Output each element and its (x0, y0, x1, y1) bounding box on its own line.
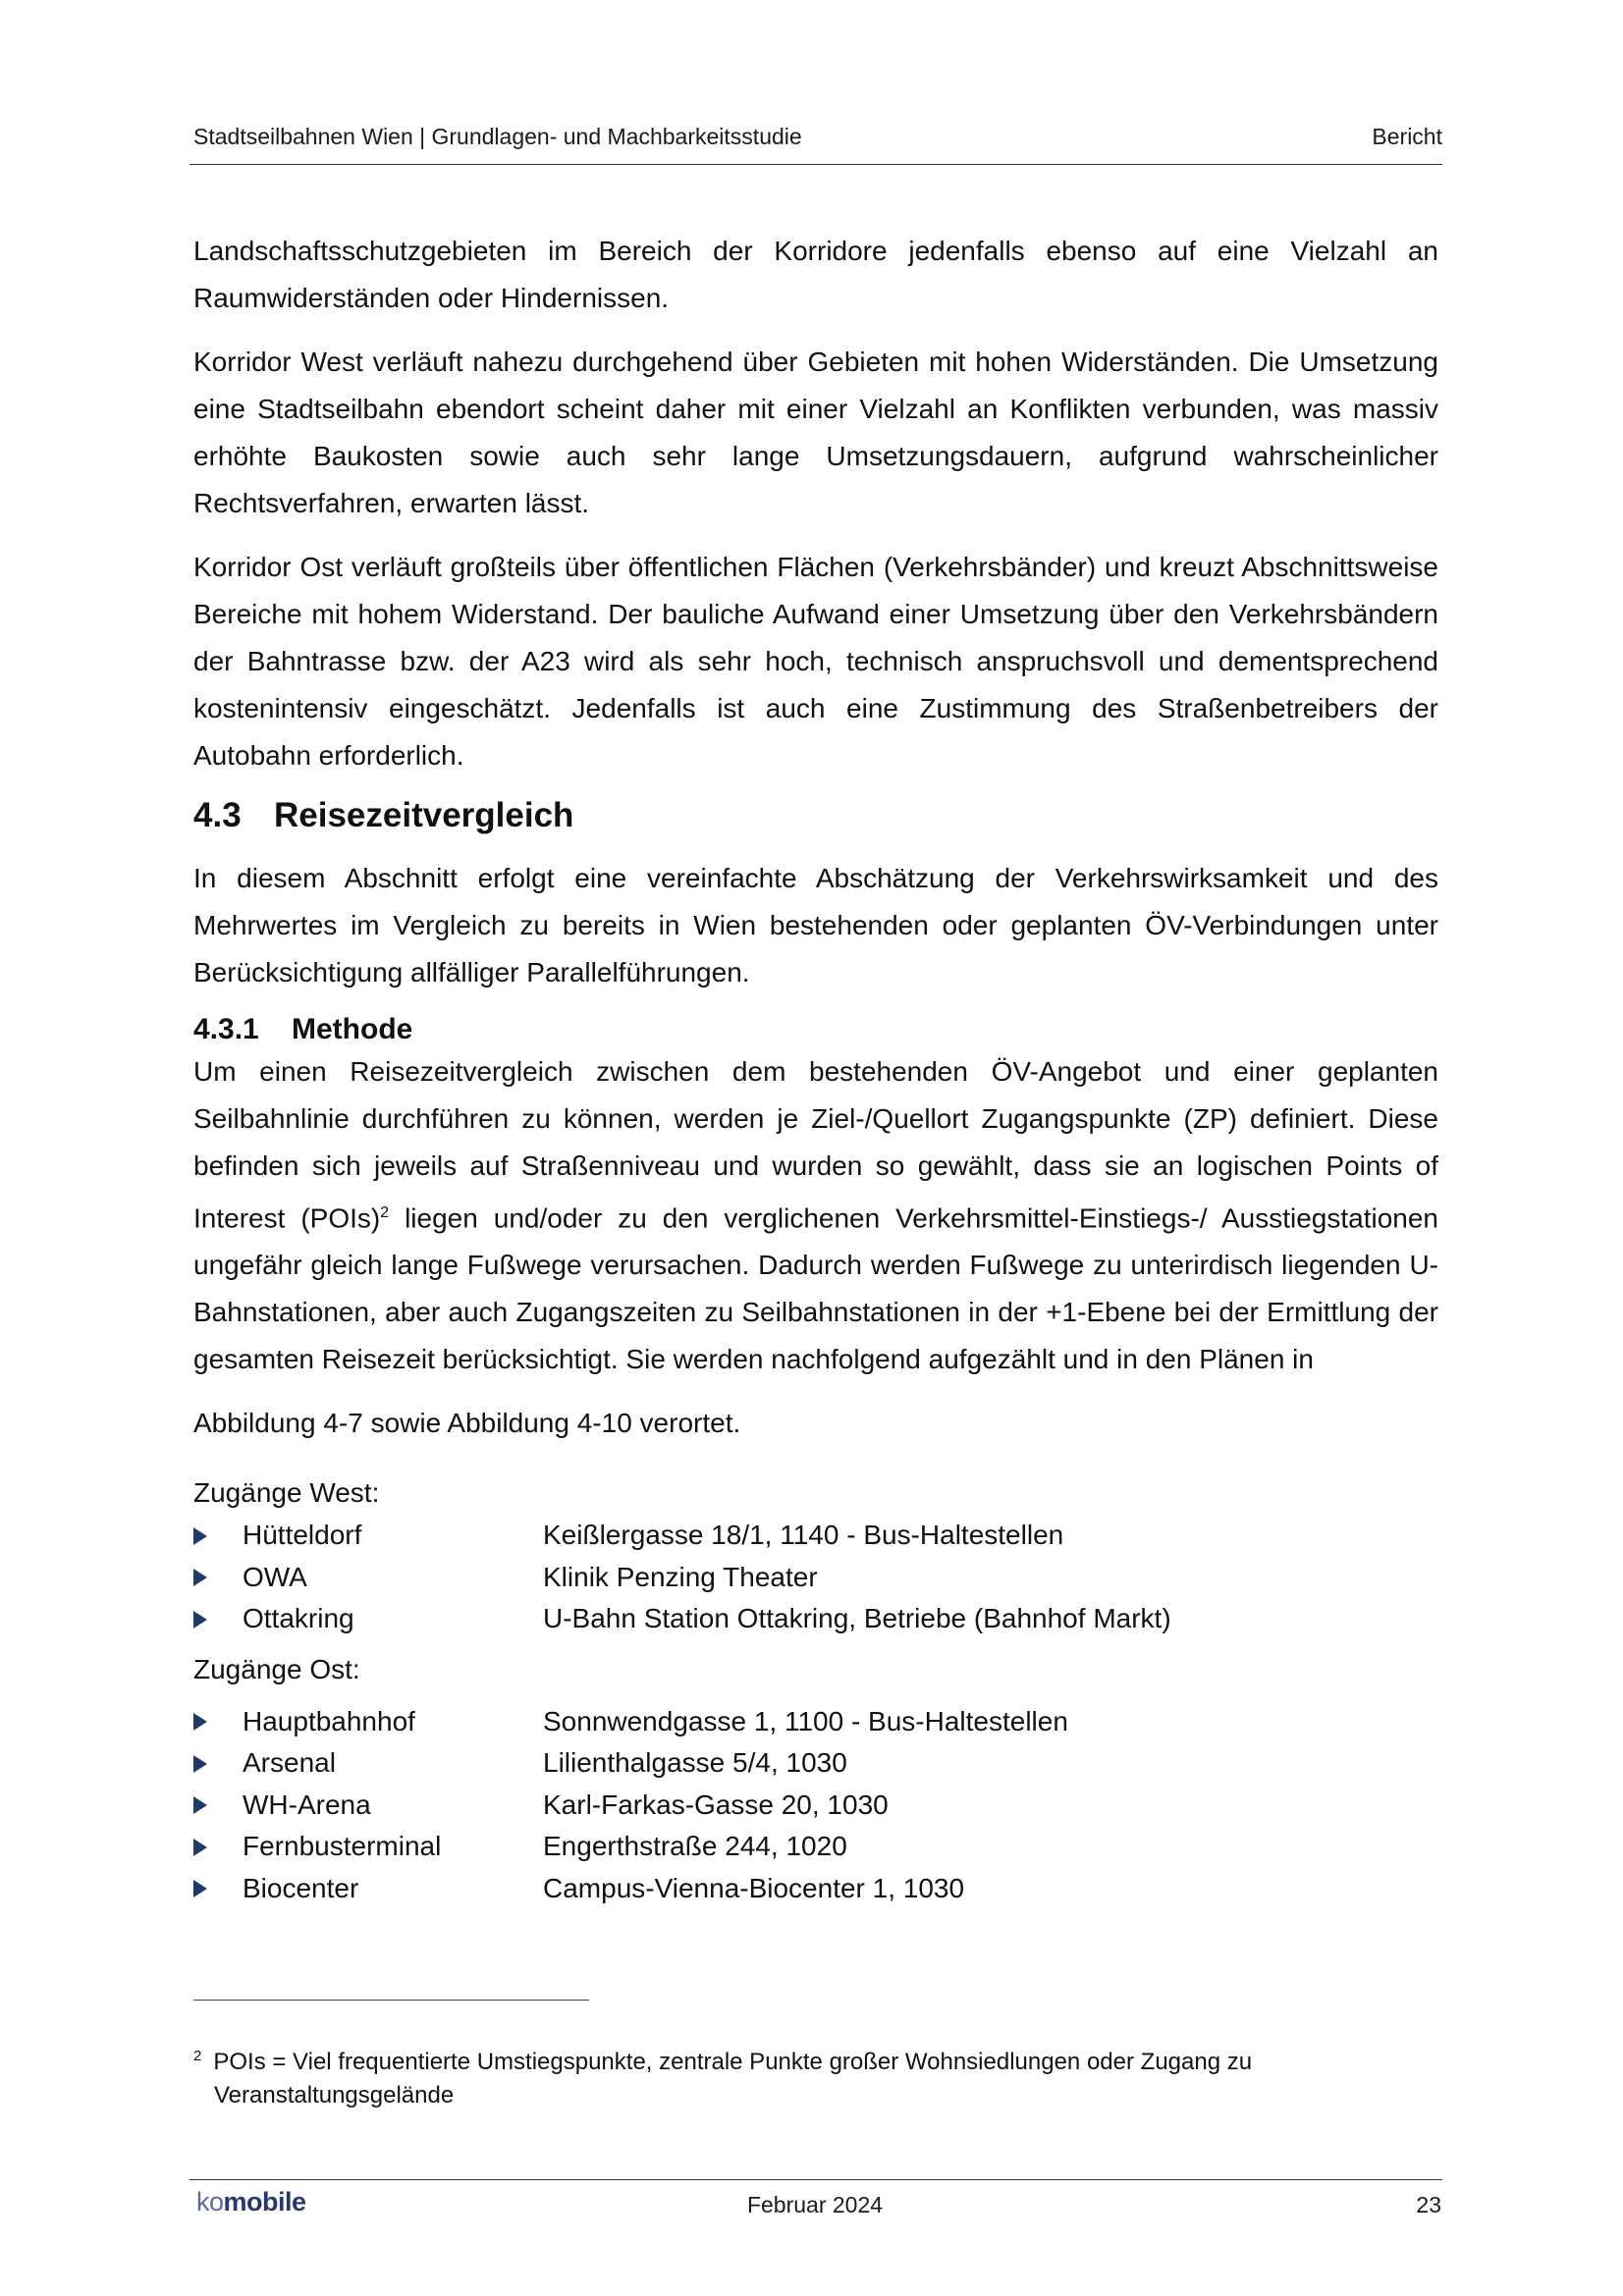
list-item (193, 1557, 1438, 1599)
footnote-divider (193, 2000, 589, 2001)
access-name: Arsenal (243, 1747, 336, 1779)
access-name: OWA (243, 1561, 307, 1592)
method-text-a: Um einen Reisezeitvergleich zwischen dem bestehenden ÖV-Angebot und einer geplanten Seilbahnlinie durchführen zu können, werden je Ziel-/Quellort Zugangspunkte (ZP) definiert. Diese befinden sich jeweils auf Straßenniveau und wurden so gewählt, dass sie an logischen Points of Interest (POIs) (193, 1056, 1438, 1234)
paragraph-1: Landschaftsschutzgebieten im Bereich der Korridore jedenfalls ebenso auf eine Vielzahl an Raumwiderständen oder Hindernissen. (193, 236, 1438, 313)
access-location: U-Bahn Station Ottakring, Betriebe (Bahnhof Markt) (543, 1603, 1171, 1634)
list-item (193, 1868, 1438, 1910)
access-location: Engerthstraße 244, 1020 (543, 1831, 847, 1862)
subsection-number: 4.3.1 (193, 1013, 259, 1045)
komobile-logo (196, 2187, 306, 2217)
access-name: Ottakring (243, 1603, 354, 1634)
list-item (193, 1515, 1438, 1557)
access-location: Keißlergasse 18/1, 1140 - Bus-Haltestellen (543, 1520, 1064, 1551)
triangle-bullet-icon (193, 1796, 207, 1814)
paragraph-3: Korridor Ost verläuft großteils über öffentlichen Flächen (Verkehrsbänder) und kreuzt Abschnittsweise Bereiche mit hohem Widerstand. Der bauliche Aufwand einer Umsetzung über den Verkehrsbändern der Bahntrasse bzw. der A23 wird als sehr hoch, technisch anspruchsvoll und dementsprechend kostenintensiv eingeschätzt. Jedenfalls ist auch eine Zustimmung des Straßenbetreibers der Autobahn erforderlich. (193, 552, 1438, 771)
section-intro: In diesem Abschnitt erfolgt eine vereinfachte Abschätzung der Verkehrswirksamkeit und des Mehrwertes im Vergleich zu bereits in Wien bestehenden oder geplanten ÖV-Verbindungen unter Berücksichtigung allfälliger Parallelführungen. (193, 863, 1438, 988)
section-heading (193, 796, 1438, 835)
section-title: Reisezeitvergleich (274, 796, 574, 834)
access-location: Klinik Penzing Theater (543, 1561, 818, 1592)
footnote-marker: 2 (193, 2048, 202, 2064)
footnote-text-continued: Veranstaltungsgelände (214, 2082, 455, 2109)
access-name: Hütteldorf (243, 1520, 362, 1551)
method-text-b: liegen und/oder zu den verglichenen Verkehrsmittel-Einstiegs-/ Ausstiegstationen ungefähr gleich lange Fußwege verursachen. Dadurch werden Fußwege zu unterirdisch liegenden U-Bahnstationen, aber auch Zugangszeiten zu Seilbahnstationen in der +1-Ebene bei der Ermittlung der gesamten Reisezeit berücksichtigt. Sie werden nachfolgend aufgezählt und in den Plänen in (193, 1202, 1438, 1375)
triangle-bullet-icon (193, 1527, 207, 1545)
triangle-bullet-icon (193, 1569, 207, 1586)
logo-part-ko: ko (196, 2187, 224, 2216)
header-label: Bericht (1372, 124, 1442, 149)
footer-date: Februar 2024 (746, 2192, 884, 2217)
triangle-bullet-icon (193, 1713, 207, 1731)
access-ost-label: Zugänge Ost: (193, 1653, 360, 1684)
footer-divider (189, 2179, 1442, 2180)
triangle-bullet-icon (193, 1755, 207, 1773)
access-location: Lilienthalgasse 5/4, 1030 (543, 1747, 847, 1779)
paragraph-2: Korridor West verläuft nahezu durchgehend über Gebieten mit hohen Widerständen. Die Umsetzung eine Stadtseilbahn ebendort scheint daher mit einer Vielzahl an Konflikten verbunden, was massiv erhöhte Baukosten sowie auch sehr lange Umsetzungsdauern, aufgrund wahrscheinlicher Rechtsverfahren, erwarten lässt. (193, 347, 1438, 518)
access-name: Hauptbahnhof (243, 1705, 415, 1736)
list-item (193, 1826, 1438, 1868)
page-number: 23 (1416, 2192, 1441, 2217)
list-item (193, 1742, 1438, 1785)
page-header (193, 124, 1442, 150)
access-location: Karl-Farkas-Gasse 20, 1030 (543, 1789, 889, 1820)
method-figure-reference: Abbildung 4-7 sowie Abbildung 4-10 verortet. (193, 1408, 741, 1439)
footnote-text: POIs = Viel frequentierte Umstiegspunkte, zentrale Punkte großer Wohnsiedlungen oder Zugang zu (213, 2049, 1253, 2075)
subsection-heading (193, 1013, 1438, 1046)
triangle-bullet-icon (193, 1839, 207, 1856)
access-name: Biocenter (243, 1872, 359, 1903)
access-location: Sonnwendgasse 1, 1100 - Bus-Haltestellen (543, 1705, 1068, 1736)
method-paragraph (193, 1048, 1438, 1383)
triangle-bullet-icon (193, 1611, 207, 1629)
footnote (193, 2040, 1438, 2112)
header-divider (189, 164, 1442, 165)
triangle-bullet-icon (193, 1880, 207, 1897)
access-west-list (193, 1515, 1438, 1640)
page-body (193, 228, 1438, 1909)
logo-part-mobile: mobile (223, 2187, 306, 2216)
header-title: Stadtseilbahnen Wien | Grundlagen- und Machbarkeitsstudie (193, 124, 802, 149)
list-item (193, 1785, 1438, 1827)
access-name: WH-Arena (243, 1789, 371, 1820)
list-item (193, 1701, 1438, 1743)
access-ost-list (193, 1701, 1438, 1910)
subsection-title: Methode (292, 1013, 413, 1045)
access-name: Fernbusterminal (243, 1831, 442, 1862)
access-west-label: Zugänge West: (193, 1477, 380, 1509)
section-number: 4.3 (193, 796, 242, 834)
footnote-reference: 2 (380, 1204, 390, 1221)
access-location: Campus-Vienna-Biocenter 1, 1030 (543, 1872, 965, 1903)
list-item (193, 1598, 1438, 1640)
